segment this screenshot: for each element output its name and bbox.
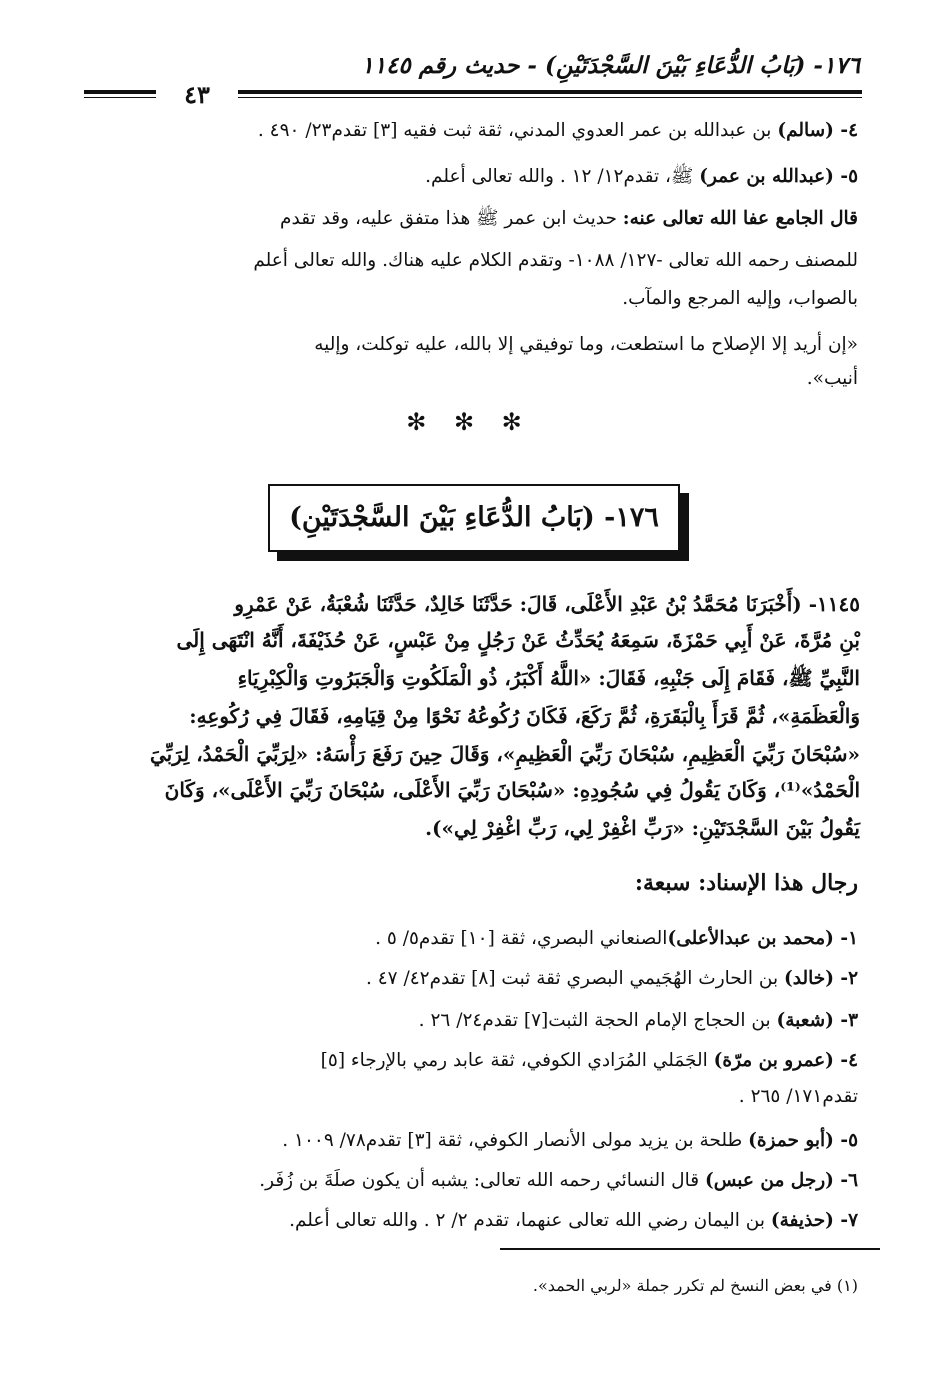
hadith-line: بْنِ مُرَّةَ، عَنْ أَبِي حَمْزَةَ، سَمِعَهُ يُحَدِّثُ عَنْ رَجُلٍ مِنْ عَبْسٍ، عَنْ حُذَيْفَةَ، أَنَّهُ انْتَهَى إِلَى	[176, 628, 860, 652]
text-line: للمصنف رحمه الله تعالى -١٢٧/ ١٠٨٨- وتقدم الكلام عليه هناك. والله تعالى أعلم	[253, 250, 858, 271]
header-rule-short-thin	[84, 97, 156, 98]
narrator-entry: ٥- (أبو حمزة) طلحة بن يزيد مولى الأنصار الكوفي، ثقة [٣] تقدم٧٨/ ١٠٠٩ .	[282, 1130, 858, 1151]
hadith-line: ١١٤٥- (أَخْبَرَنَا مُحَمَّدُ بْنُ عَبْدِ الأَعْلَى، قَالَ: حَدَّثَنَا خَالِدٌ، حَدَّثَنَا شُعْبَةُ، عَنْ عَمْرِو	[234, 592, 860, 616]
section-separator: ✻ ✻ ✻	[406, 408, 532, 436]
section-heading: رجال هذا الإسناد: سبعة:	[634, 870, 858, 896]
narrator-entry: ١- (محمد بن عبدالأعلى)الصنعاني البصري، ثقة [١٠] تقدم٥/ ٥ .	[375, 928, 858, 949]
text-line: ٥- (عبدالله بن عمر) ﷺ، تقدم١٢/ ١٢ . والله تعالى أعلم.	[425, 166, 858, 187]
chapter-title: ١٧٦- (بَابُ الدُّعَاءِ بَيْنَ السَّجْدَتَيْنِ)	[268, 484, 680, 552]
text-line: أنيب».	[806, 368, 858, 389]
narrator-entry: تقدم١٧١/ ٢٦٥ .	[738, 1086, 858, 1107]
narrator-entry: ٤- (عمرو بن مرّة) الجَمَلي المُرَادي الكوفي، ثقة عابد رمي بالإرجاء [٥]	[320, 1050, 858, 1071]
narrator-entry: ٦- (رجل من عبس) قال النسائي رحمه الله تعالى: يشبه أن يكون صلَةَ بن زُفَر.	[259, 1170, 858, 1191]
hadith-line: يَقُولُ بَيْنَ السَّجْدَتَيْنِ: «رَبِّ اغْفِرْ لِي، رَبِّ اغْفِرْ لِي»).	[425, 816, 860, 840]
hadith-line: النَّبِيِّ ﷺ، فَقَامَ إِلَى جَنْبِهِ، فَقَالَ: «اللَّهُ أَكْبَرُ، ذُو الْمَلَكُوتِ وَالْجَبَرُوتِ وَالْكِبْرِيَاءِ	[237, 666, 860, 690]
footnote-rule	[500, 1248, 880, 1250]
footnote: (١) في بعض النسخ لم تكرر جملة «لربي الحمد».	[532, 1276, 858, 1295]
hadith-line: «سُبْحَانَ رَبِّيَ الْعَظِيمِ، سُبْحَانَ رَبِّيَ الْعَظِيمِ»، وَقَالَ حِينَ رَفَعَ رَأْسَهُ: «لِرَبِّيَ الْحَمْدُ، لِرَبِّيَ	[149, 742, 860, 766]
hadith-line: الْحَمْدُ»⁽¹⁾، وَكَانَ يَقُولُ فِي سُجُودِهِ: «سُبْحَانَ رَبِّيَ الأَعْلَى، سُبْحَانَ رَبِّيَ الأَعْلَى»، وَكَانَ	[164, 778, 860, 802]
narrator-entry: ٧- (حذيفة) بن اليمان رضي الله تعالى عنهما، تقدم ٢/ ٢ . والله تعالى أعلم.	[289, 1210, 858, 1231]
header-rule	[238, 90, 862, 94]
text-line: بالصواب، وإليه المرجع والمآب.	[622, 288, 858, 309]
page-number: ٤٣	[184, 80, 210, 109]
running-title: ١٧٦- (بَابُ الدُّعَاءِ بَيْنَ السَّجْدَتَيْنِ) - حديث رقم ١١٤٥	[361, 52, 860, 79]
narrator-entry: ٣- (شعبة) بن الحجاج الإمام الحجة الثبت[٧] تقدم٢٤/ ٢٦ .	[418, 1010, 858, 1031]
text-line: قال الجامع عفا الله تعالى عنه: حديث ابن عمر ﷺ هذا متفق عليه، وقد تقدم	[280, 208, 858, 229]
hadith-line: وَالْعَظَمَةِ»، ثُمَّ قَرَأَ بِالْبَقَرَةِ، ثُمَّ رَكَعَ، فَكَانَ رُكُوعُهُ نَحْوًا مِنْ قِيَامِهِ، فَقَالَ فِي رُكُوعِهِ:	[189, 704, 860, 728]
text-line: «إن أريد إلا الإصلاح ما استطعت، وما توفيقي إلا بالله، عليه توكلت، وإليه	[314, 334, 858, 355]
header-rule-thin	[238, 97, 862, 98]
narrator-entry: ٢- (خالد) بن الحارث الهُجَيمي البصري ثقة ثبت [٨] تقدم٤٢/ ٤٧ .	[365, 968, 858, 989]
header-rule-short	[84, 90, 156, 94]
text-line: ٤- (سالم) بن عبدالله بن عمر العدوي المدني، ثقة ثبت فقيه [٣] تقدم٢٣/ ٤٩٠ .	[257, 120, 858, 141]
